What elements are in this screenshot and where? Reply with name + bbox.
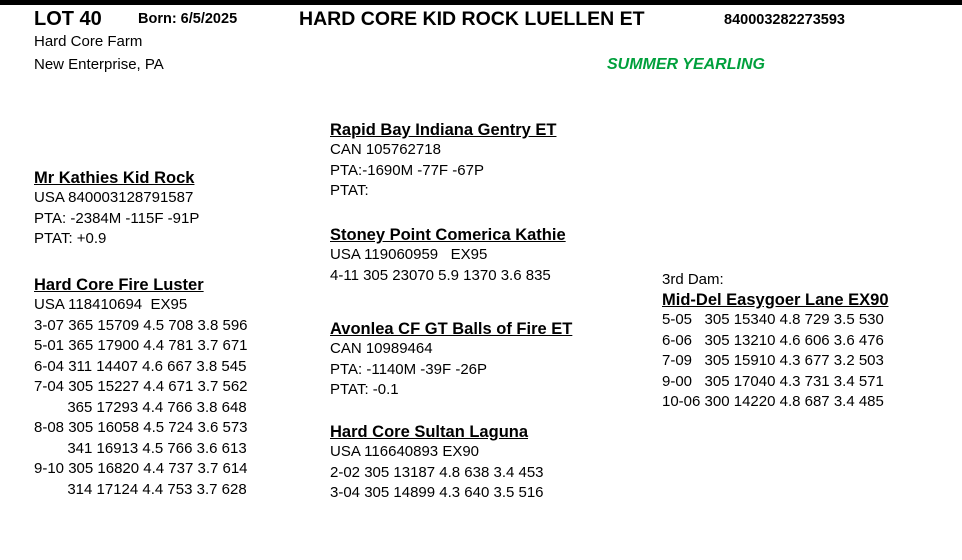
sire-dam-line-2: 4-11 305 23070 5.9 1370 3.6 835	[330, 266, 551, 284]
dam-sire-line-2: PTA: -1140M -39F -26P	[330, 360, 488, 378]
dam-sire-name: Avonlea CF GT Balls of Fire ET	[330, 320, 573, 338]
dam-line-1: USA 118410694 EX95	[34, 296, 188, 313]
dam-line-5: 7-04 305 15227 4.4 671 3.7 562	[34, 378, 248, 395]
dam-sire-line-3: PTAT: -0.1	[330, 381, 399, 398]
animal-registration-id: 840003282273593	[724, 12, 845, 28]
sire-sire-line-1: CAN 105762718	[330, 141, 441, 158]
header	[34, 8, 934, 32]
dam-line-4: 6-04 311 14407 4.6 667 3.8 545	[34, 357, 247, 375]
sire-sire-block	[330, 120, 660, 202]
dam-line-2: 3-07 365 15709 4.5 708 3.8 596	[34, 316, 248, 334]
dam-dam-line-1: USA 116640893 EX90	[330, 443, 480, 460]
dam-sire-block	[330, 319, 660, 401]
animal-name: HARD CORE KID ROCK LUELLEN ET	[299, 8, 645, 30]
third-dam-label: 3rd Dam:	[662, 271, 724, 288]
top-divider-bar	[0, 0, 962, 5]
dam-dam-block	[330, 422, 660, 504]
dam-line-7: 8-08 305 16058 4.5 724 3.6 573	[34, 419, 248, 436]
sire-name: Mr Kathies Kid Rock	[34, 169, 195, 187]
dam-name: Hard Core Fire Luster	[34, 276, 204, 294]
sire-block	[34, 168, 324, 250]
sire-dam-name: Stoney Point Comerica Kathie	[330, 226, 566, 244]
dam-block	[34, 275, 324, 500]
farm-name: Hard Core Farm	[34, 33, 143, 50]
dam-sire-line-1: CAN 10989464	[330, 340, 433, 357]
third-dam-line-1: 5-05 305 15340 4.8 729 3.5 530	[662, 311, 884, 328]
sale-category-tagline: SUMMER YEARLING	[607, 56, 765, 73]
third-dam-line-3: 7-09 305 15910 4.3 677 3.2 503	[662, 352, 884, 369]
third-dam-line-4: 9-00 305 17040 4.3 731 3.4 571	[662, 372, 884, 390]
lot-number: LOT 40	[34, 8, 102, 30]
dam-dam-line-2: 2-02 305 13187 4.8 638 3.4 453	[330, 463, 544, 481]
dam-line-10: 314 17124 4.4 753 3.7 628	[34, 480, 247, 498]
sire-line-2: PTA: -2384M -115F -91P	[34, 209, 200, 227]
sire-line-1: USA 840003128791587	[34, 189, 194, 206]
sire-sire-line-2: PTA:-1690M -77F -67P	[330, 161, 484, 179]
dam-line-3: 5-01 365 17900 4.4 781 3.7 671	[34, 337, 248, 354]
sire-sire-line-3: PTAT:	[330, 182, 369, 199]
dam-line-9: 9-10 305 16820 4.4 737 3.7 614	[34, 460, 248, 477]
born-date: Born: 6/5/2025	[138, 11, 238, 27]
sire-line-3: PTAT: +0.9	[34, 230, 107, 247]
third-dam-block	[662, 270, 952, 413]
dam-line-6: 365 17293 4.4 766 3.8 648	[34, 398, 247, 416]
third-dam-line-5: 10-06 300 14220 4.8 687 3.4 485	[662, 393, 884, 410]
dam-line-8: 341 16913 4.5 766 3.6 613	[34, 439, 247, 457]
sire-dam-line-1: USA 119060959 EX95	[330, 246, 488, 263]
third-dam-line-2: 6-06 305 13210 4.6 606 3.6 476	[662, 331, 884, 349]
farm-location: New Enterprise, PA	[34, 56, 164, 73]
sire-dam-block	[330, 225, 660, 286]
dam-dam-line-3: 3-04 305 14899 4.3 640 3.5 516	[330, 484, 544, 501]
sire-sire-name: Rapid Bay Indiana Gentry ET	[330, 121, 557, 139]
third-dam-name: Mid-Del Easygoer Lane EX90	[662, 291, 889, 309]
dam-dam-name: Hard Core Sultan Laguna	[330, 423, 529, 441]
